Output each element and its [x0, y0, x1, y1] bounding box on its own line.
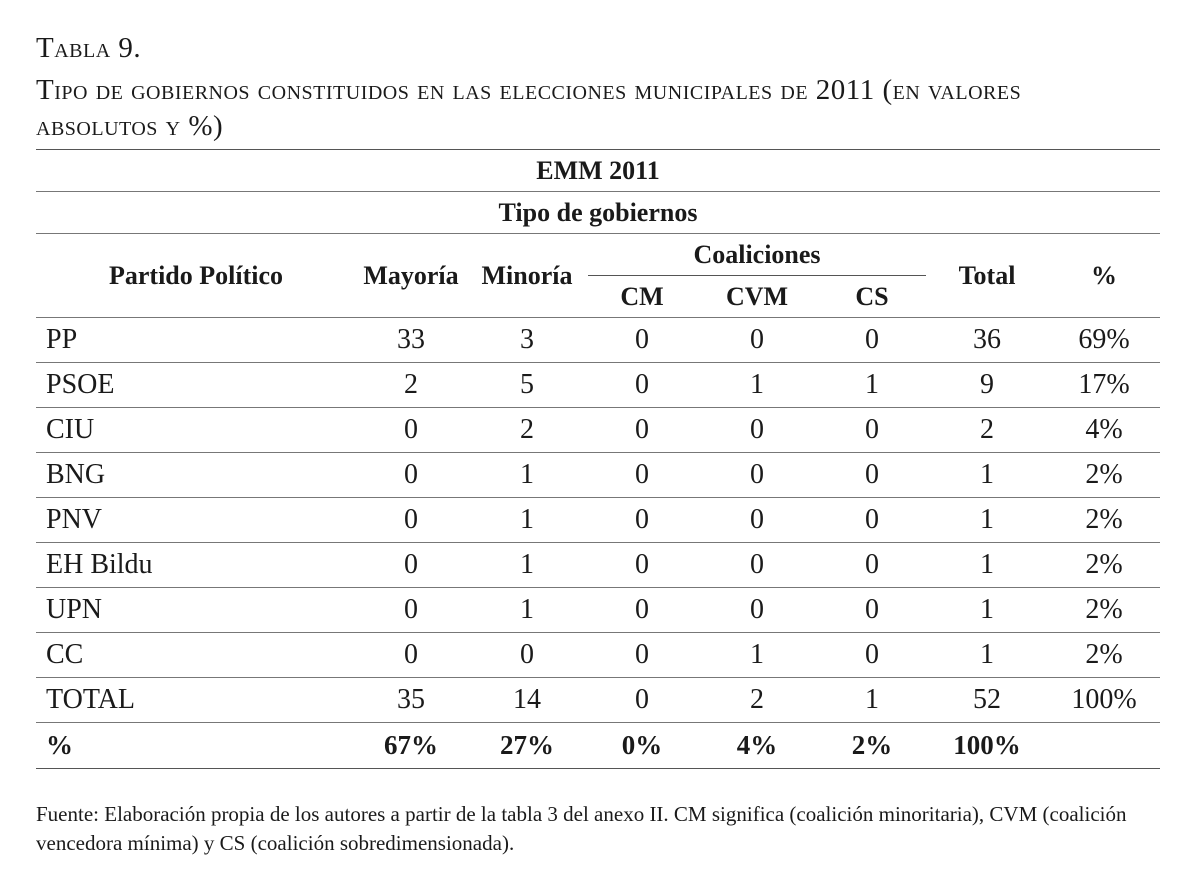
header-total: Total	[926, 234, 1048, 318]
cell-minoria: 2	[466, 408, 588, 453]
cell-minoria: 5	[466, 363, 588, 408]
source-note: Fuente: Elaboración propia de los autores a partir de la tabla 3 del anexo II. CM significa (coalición minoritaria), CVM (coalición vencedora mínima) y CS (coalición sobredimensionada).	[36, 802, 1127, 855]
cell-total: 1	[926, 498, 1048, 543]
cell-minoria: 1	[466, 453, 588, 498]
table-row	[36, 633, 1160, 678]
cell-pct: 2%	[1048, 633, 1160, 678]
table-label: Tabla 9.	[36, 32, 142, 64]
cell-party: CIU	[36, 408, 356, 453]
cell-mayoria-pct: 67%	[356, 723, 466, 769]
table-title-line-2: absolutos y %)	[36, 110, 224, 142]
cell-minoria: 14	[466, 678, 588, 723]
cell-cs: 0	[818, 318, 926, 363]
cell-party: TOTAL	[36, 678, 356, 723]
cell-cvm: 2	[696, 678, 818, 723]
cell-total: 36	[926, 318, 1048, 363]
table-row	[36, 318, 1160, 363]
cell-minoria: 1	[466, 588, 588, 633]
cell-cs: 1	[818, 678, 926, 723]
cell-mayoria: 33	[356, 318, 466, 363]
cell-party: CC	[36, 633, 356, 678]
cell-cvm: 0	[696, 408, 818, 453]
cell-cm: 0	[588, 453, 696, 498]
cell-total: 1	[926, 588, 1048, 633]
cell-mayoria: 0	[356, 498, 466, 543]
header-cs: CS	[818, 276, 926, 318]
cell-pct: 2%	[1048, 543, 1160, 588]
header-mayoria: Mayoría	[356, 234, 466, 318]
cell-cvm: 1	[696, 363, 818, 408]
cell-pct: 2%	[1048, 498, 1160, 543]
cell-minoria: 0	[466, 633, 588, 678]
cell-cm: 0	[588, 588, 696, 633]
cell-pct-pct	[1048, 723, 1160, 769]
cell-mayoria: 0	[356, 453, 466, 498]
cell-total: 1	[926, 543, 1048, 588]
cell-total: 2	[926, 408, 1048, 453]
cell-total-pct: 100%	[926, 723, 1048, 769]
cell-cm: 0	[588, 408, 696, 453]
header-partido: Partido Político	[36, 234, 356, 318]
cell-pct: 2%	[1048, 588, 1160, 633]
cell-cs: 1	[818, 363, 926, 408]
cell-cm: 0	[588, 633, 696, 678]
cell-minoria: 3	[466, 318, 588, 363]
cell-cm: 0	[588, 318, 696, 363]
cell-cvm: 0	[696, 543, 818, 588]
cell-cs: 0	[818, 588, 926, 633]
cell-mayoria: 35	[356, 678, 466, 723]
cell-pct: 17%	[1048, 363, 1160, 408]
table-row	[36, 543, 1160, 588]
cell-minoria: 1	[466, 543, 588, 588]
table-row	[36, 588, 1160, 633]
cell-cs: 0	[818, 633, 926, 678]
cell-party: BNG	[36, 453, 356, 498]
cell-minoria-pct: 27%	[466, 723, 588, 769]
cell-party: UPN	[36, 588, 356, 633]
table-row	[36, 408, 1160, 453]
cell-cs: 0	[818, 408, 926, 453]
cell-cm-pct: 0%	[588, 723, 696, 769]
cell-party: PSOE	[36, 363, 356, 408]
cell-cs: 0	[818, 543, 926, 588]
cell-mayoria: 0	[356, 543, 466, 588]
cell-cvm: 0	[696, 588, 818, 633]
government-types-table	[36, 149, 1160, 769]
cell-cvm: 0	[696, 453, 818, 498]
cell-pct: 100%	[1048, 678, 1160, 723]
table-row-total	[36, 678, 1160, 723]
cell-cm: 0	[588, 678, 696, 723]
header-cvm: CVM	[696, 276, 818, 318]
cell-mayoria: 2	[356, 363, 466, 408]
cell-pct: 2%	[1048, 453, 1160, 498]
table-row	[36, 453, 1160, 498]
cell-cs-pct: 2%	[818, 723, 926, 769]
table-row-percentages	[36, 723, 1160, 769]
cell-party: EH Bildu	[36, 543, 356, 588]
cell-total: 1	[926, 633, 1048, 678]
cell-minoria: 1	[466, 498, 588, 543]
cell-cvm: 1	[696, 633, 818, 678]
cell-party: PP	[36, 318, 356, 363]
table-row	[36, 363, 1160, 408]
header-coaliciones: Coaliciones	[588, 234, 926, 276]
header-emm: EMM 2011	[36, 150, 1160, 192]
cell-cvm: 0	[696, 498, 818, 543]
cell-mayoria: 0	[356, 588, 466, 633]
cell-pct: 4%	[1048, 408, 1160, 453]
cell-party: PNV	[36, 498, 356, 543]
cell-total: 9	[926, 363, 1048, 408]
cell-total: 52	[926, 678, 1048, 723]
header-pct: %	[1048, 234, 1160, 318]
cell-cm: 0	[588, 543, 696, 588]
cell-total: 1	[926, 453, 1048, 498]
cell-cm: 0	[588, 498, 696, 543]
header-minoria: Minoría	[466, 234, 588, 318]
table-row	[36, 498, 1160, 543]
cell-pct-label: %	[36, 723, 356, 769]
table-caption	[36, 30, 1166, 144]
cell-cm: 0	[588, 363, 696, 408]
cell-cs: 0	[818, 498, 926, 543]
table-title-line-1: Tipo de gobiernos constituidos en las elecciones municipales de 2011 (en valores	[36, 74, 1022, 106]
header-tipo-gobiernos: Tipo de gobiernos	[36, 192, 1160, 234]
cell-cs: 0	[818, 453, 926, 498]
cell-cvm-pct: 4%	[696, 723, 818, 769]
header-cm: CM	[588, 276, 696, 318]
cell-mayoria: 0	[356, 633, 466, 678]
cell-pct: 69%	[1048, 318, 1160, 363]
cell-cvm: 0	[696, 318, 818, 363]
cell-mayoria: 0	[356, 408, 466, 453]
